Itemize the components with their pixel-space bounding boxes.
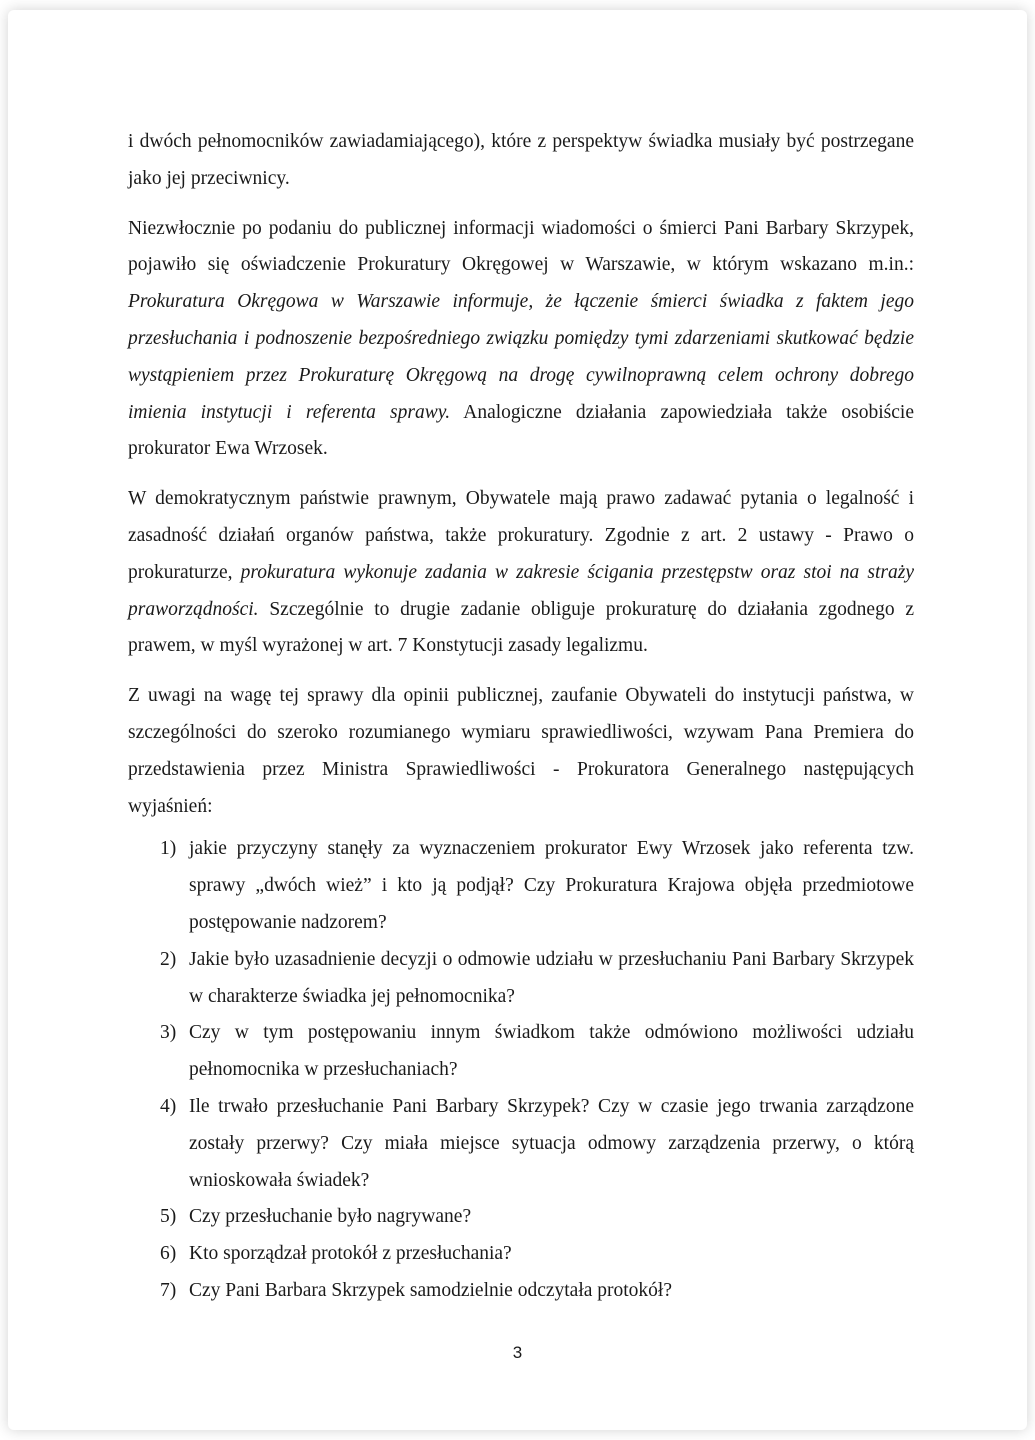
list-item-text: Ile trwało przesłuchanie Pani Barbary Skrzypek? Czy w czasie jego trwania zarządzone zostały przerwy? Czy miała miejsce sytuacja odmowy zarządzenia przerwy, o którą wnioskowała świadek? (189, 1095, 914, 1191)
list-item-number: 3) (160, 1022, 177, 1044)
list-item (128, 1199, 914, 1236)
list-item-text: Czy przesłuchanie było nagrywane? (189, 1206, 472, 1228)
document-page (8, 10, 1027, 1430)
list-item-text: Czy Pani Barbara Skrzypek samodzielnie odczytała protokół? (189, 1279, 673, 1301)
list-item-text: Kto sporządzał protokół z przesłuchania? (189, 1243, 512, 1265)
paragraph-1-text: i dwóch pełnomocników zawiadamiającego), które z perspektyw świadka musiały być postrzegane jako jej przeciwnicy. (128, 131, 914, 189)
list-item (128, 1089, 914, 1199)
paragraph-1 (128, 124, 914, 198)
paragraph-3-quote: prokuratura wykonuje zadania w zakresie ścigania przestępstw oraz stoi na straży praworządności. (128, 561, 914, 620)
paragraph-3 (128, 481, 914, 665)
list-item-text: Jakie było uzasadnienie decyzji o odmowie udziału w przesłuchaniu Pani Barbary Skrzypek w charakterze świadka jej pełnomocnika? (189, 948, 914, 1007)
list-item (128, 942, 914, 1016)
paragraph-2-tail: Analogiczne działania zapowiedziała także osobiście prokurator Ewa Wrzosek. (128, 401, 914, 460)
list-item (128, 1236, 914, 1273)
list-item-number: 5) (160, 1206, 177, 1228)
list-item-text: jakie przyczyny stanęły za wyznaczeniem prokurator Ewy Wrzosek jako referenta tzw. sprawy „dwóch wież” i kto ją podjął? Czy Prokuratura Krajowa objęła przedmiotowe postępowanie nadzorem? (189, 838, 914, 933)
questions-list (128, 831, 914, 1309)
paragraph-3-tail: Szczególnie to drugie zadanie obliguje prokuraturę do działania zgodnego z prawem, w myśl wyrażonej w art. 7 Konstytucji zasady legalizmu. (128, 598, 914, 657)
list-item-number: 2) (160, 948, 177, 970)
list-item-number: 4) (160, 1095, 177, 1117)
list-item (128, 1273, 914, 1310)
page-number: 3 (512, 1343, 523, 1362)
document-body (128, 124, 914, 1310)
list-item (128, 831, 914, 941)
list-item-number: 6) (160, 1243, 177, 1265)
list-item-number: 1) (160, 838, 177, 860)
paragraph-4-text: Z uwagi na wagę tej sprawy dla opinii publicznej, zaufanie Obywateli do instytucji państwa, w szczególności do szeroko rozumianego wymiaru sprawiedliwości, wzywam Pana Premiera do przedstawienia przez Ministra Sprawiedliwości - Prokuratora Generalnego następujących wyjaśnień: (128, 685, 914, 817)
list-item-text: Czy w tym postępowaniu innym świadkom także odmówiono możliwości udziału pełnomocnika w przesłuchaniach? (189, 1022, 914, 1081)
list-item (128, 1015, 914, 1089)
paragraph-2-intro: Niezwłocznie po podaniu do publicznej informacji wiadomości o śmierci Pani Barbary Skrzypek, pojawiło się oświadczenie Prokuratury Okręgowej w Warszawie, w którym wskazano m.in.: (128, 217, 914, 276)
paragraph-2-quote: Prokuratura Okręgowa w Warszawie informuje, że łączenie śmierci świadka z faktem jego przesłuchania i podnoszenie bezpośredniego związku pomiędzy tymi zdarzeniami skutkować będzie wystąpieniem przez Prokuraturę Okręgową na drogę cywilnoprawną celem ochrony dobrego imienia instytucji i referenta sprawy. (128, 291, 914, 423)
list-item-number: 7) (160, 1279, 177, 1301)
paragraph-2 (128, 211, 914, 469)
paragraph-4 (128, 678, 914, 825)
paragraph-3-intro: W demokratycznym państwie prawnym, Obywatele mają prawo zadawać pytania o legalność i zasadność działań organów państwa, także prokuratury. Zgodnie z art. 2 ustawy - Prawo o prokuraturze, (128, 488, 914, 583)
